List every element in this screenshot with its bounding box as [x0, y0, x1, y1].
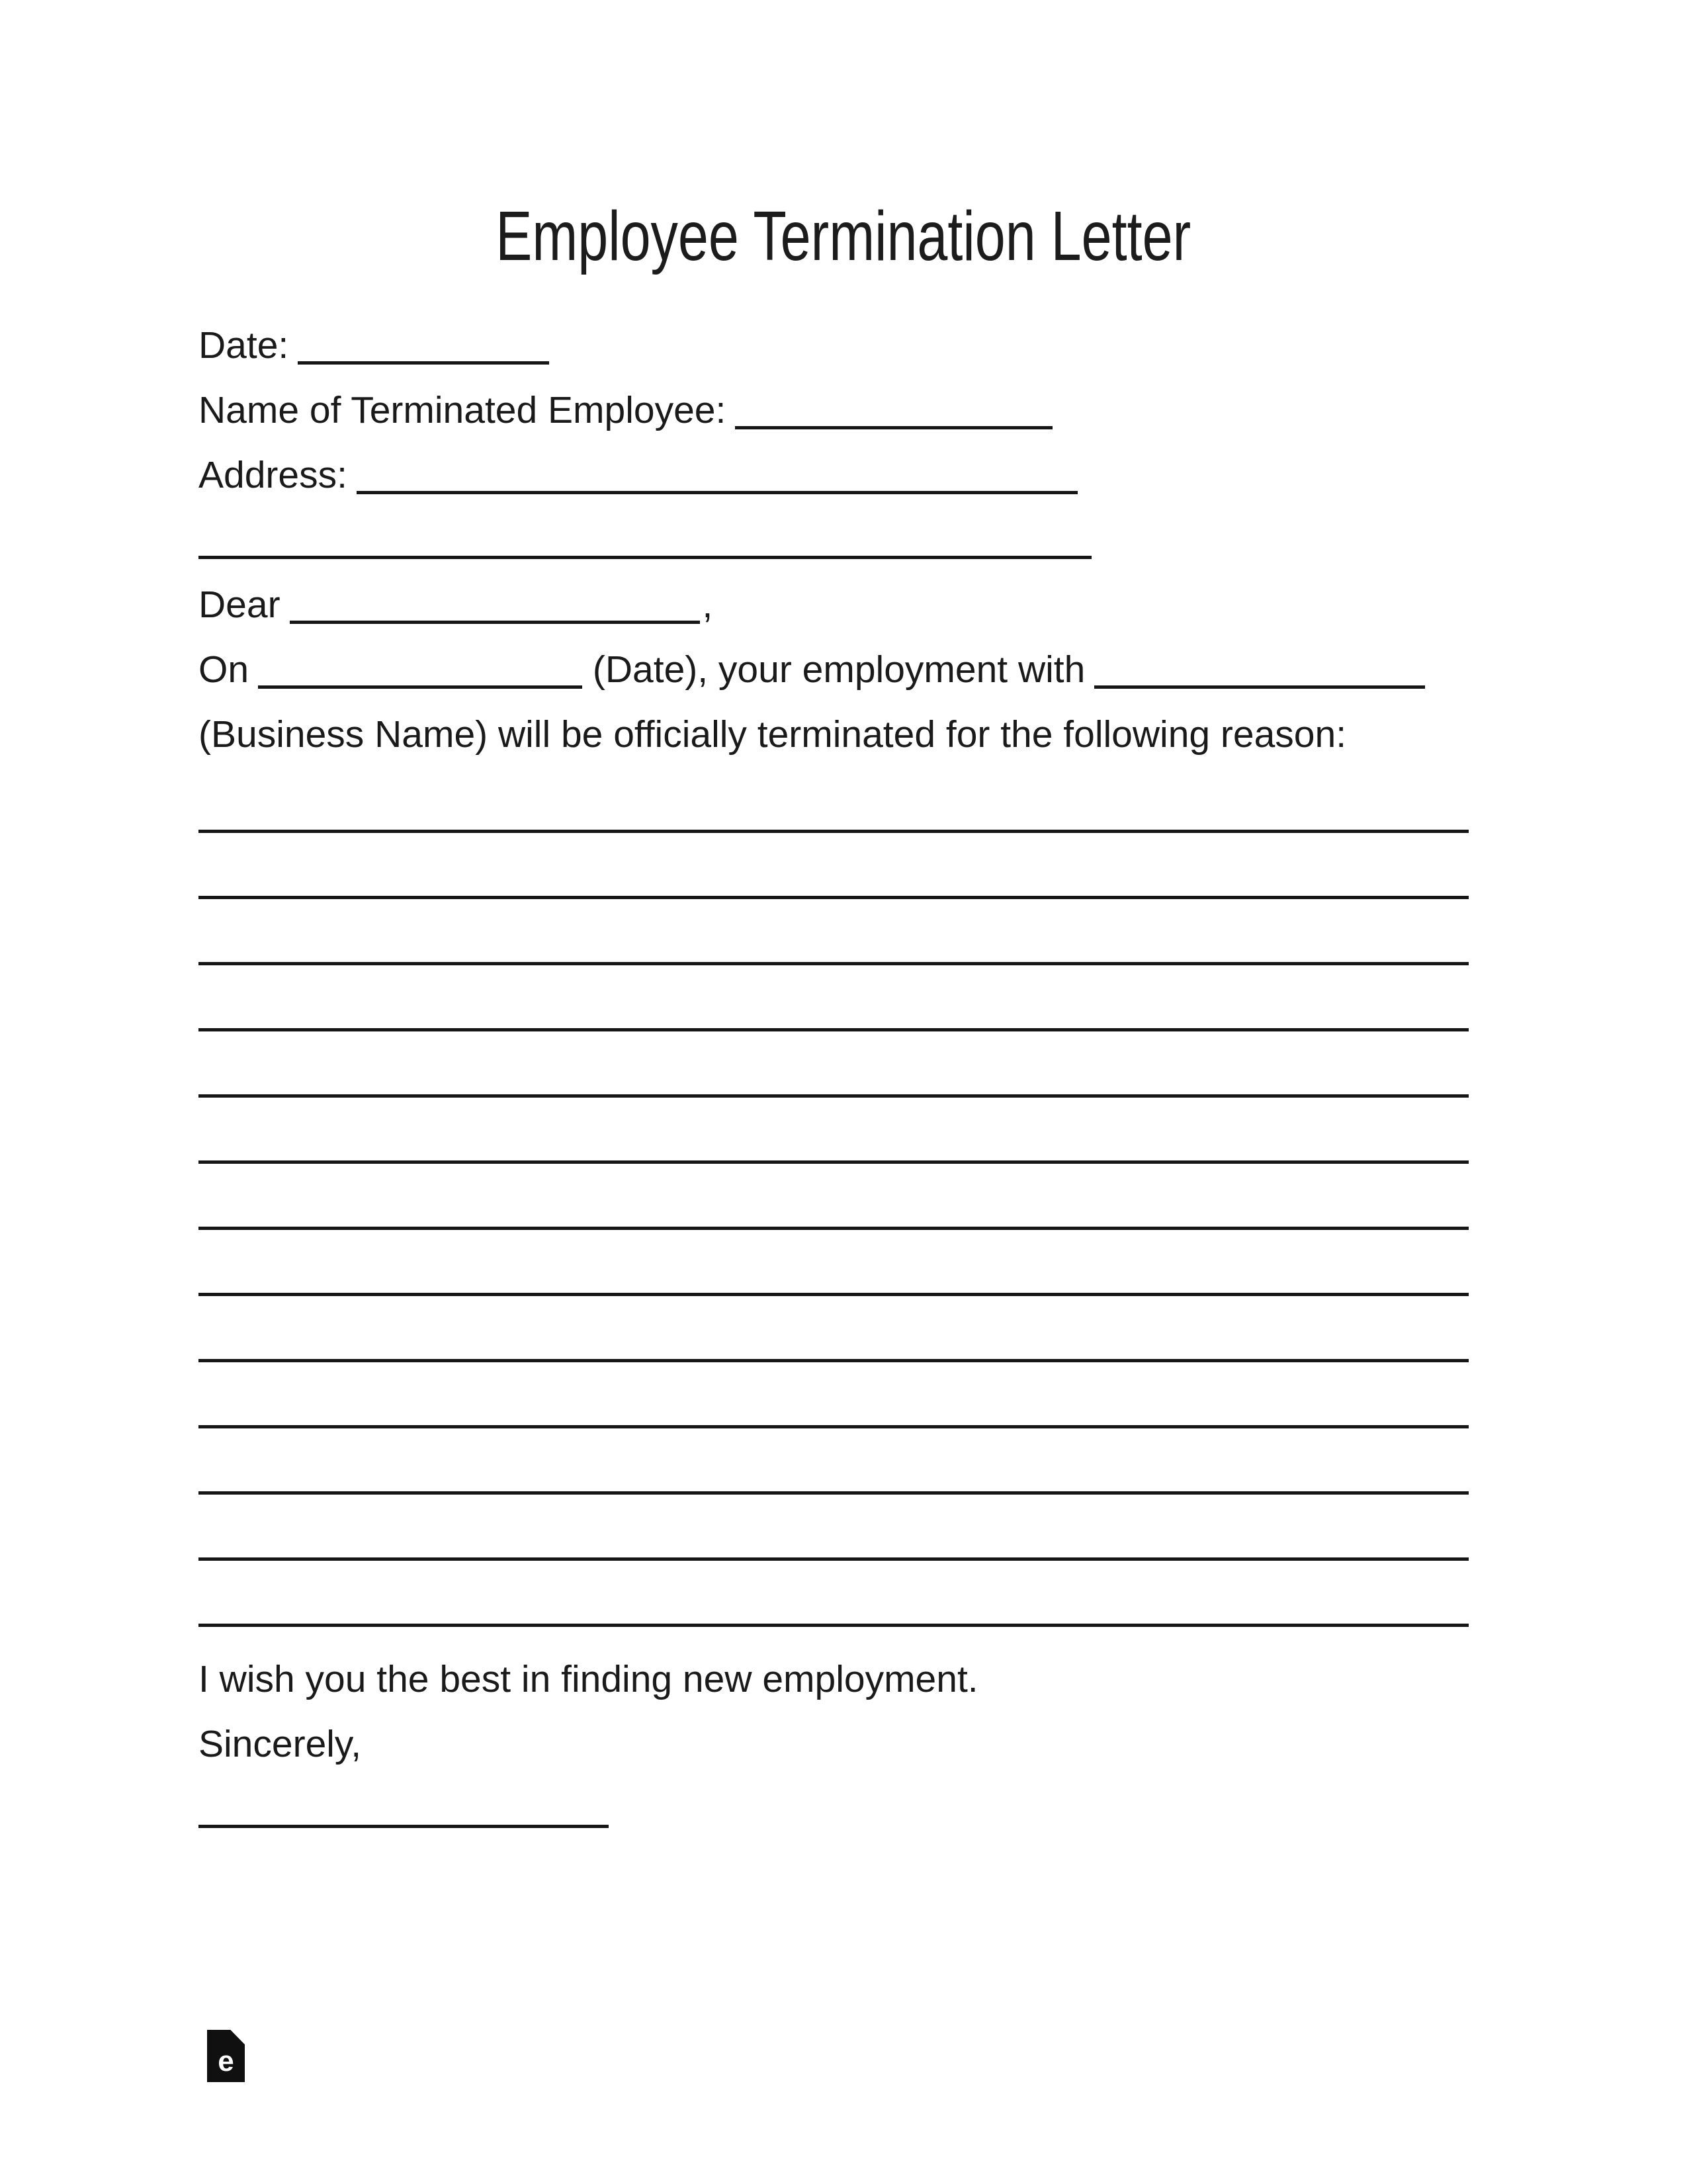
reason-blank-line[interactable] — [198, 1098, 1469, 1164]
wish-text: I wish you the best in finding new employment. — [198, 1658, 978, 1700]
salutation-row — [198, 572, 1469, 637]
address-label: Address: — [198, 454, 347, 496]
wish-row — [198, 1647, 1469, 1712]
signoff-text: Sincerely, — [198, 1723, 362, 1765]
date-label: Date: — [198, 324, 289, 367]
address-blank-field[interactable] — [357, 491, 1078, 494]
signature-row — [198, 1776, 1469, 1841]
page-title — [0, 0, 1687, 279]
salutation-blank-field[interactable] — [290, 621, 700, 624]
reason-blank-line[interactable] — [198, 833, 1469, 899]
address-second-line-row — [198, 507, 1469, 572]
salutation-comma: , — [702, 584, 713, 626]
employee-name-blank-field[interactable] — [735, 426, 1053, 429]
reason-blank-line[interactable] — [198, 1495, 1469, 1561]
page-title-text: Employee Termination Letter — [496, 197, 1191, 275]
date-row — [198, 313, 1469, 378]
signoff-row — [198, 1712, 1469, 1776]
address-second-blank-field[interactable] — [198, 556, 1092, 559]
reason-blank-line[interactable] — [198, 1031, 1469, 1098]
date-blank-field[interactable] — [298, 361, 549, 365]
signature-blank-field[interactable] — [198, 1825, 609, 1828]
reason-lines-section — [198, 767, 1469, 1627]
reason-blank-line[interactable] — [198, 767, 1469, 833]
reason-blank-line[interactable] — [198, 1428, 1469, 1495]
employee-name-label: Name of Terminated Employee: — [198, 389, 726, 431]
business-reason-row — [198, 702, 1469, 767]
reason-blank-line[interactable] — [198, 899, 1469, 965]
termination-date-blank-field[interactable] — [258, 685, 582, 689]
address-row — [198, 443, 1469, 507]
folded-corner-icon — [232, 2032, 245, 2045]
employment-with-label: (Date), your employment with — [592, 648, 1086, 691]
reason-blank-line[interactable] — [198, 965, 1469, 1031]
reason-blank-line[interactable] — [198, 1561, 1469, 1627]
on-label: On — [198, 648, 249, 691]
business-reason-label: (Business Name) will be officially terminated for the following reason: — [198, 713, 1347, 756]
letter-body — [198, 313, 1469, 1841]
salutation-label: Dear — [198, 584, 281, 626]
business-name-blank-field[interactable] — [1094, 685, 1425, 689]
reason-blank-line[interactable] — [198, 1164, 1469, 1230]
reason-blank-line[interactable] — [198, 1296, 1469, 1362]
logo-letter-e: e — [218, 2045, 234, 2077]
employee-name-row — [198, 378, 1469, 443]
reason-blank-line[interactable] — [198, 1230, 1469, 1296]
eforms-logo — [207, 2030, 245, 2082]
termination-date-row — [198, 637, 1469, 702]
reason-blank-line[interactable] — [198, 1362, 1469, 1428]
